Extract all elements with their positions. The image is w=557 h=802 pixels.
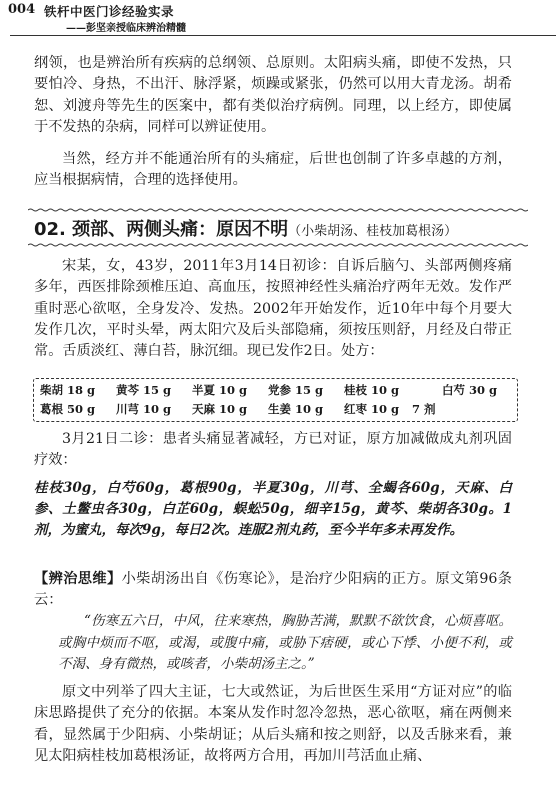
section-subtitle: （小柴胡汤、桂枝加葛根汤） [288, 224, 458, 239]
herb-item: 黄芩 15 g [116, 383, 172, 397]
herb-item: 白芍 30 g [442, 383, 498, 397]
section-title-text: 02. 颈部、两侧头痛：原因不明 [34, 219, 289, 240]
intro-paragraph-1: 纲领，也是辨治所有疾病的总纲领、总原则。太阳病头痛，即使不发热，只要怕冷、身热，不出汗、脉浮紧，烦躁或紧张，仍然可以用大青龙汤。胡希恕、刘渡舟等先生的医案中，都有类似治疗病例。同理，以上经方，即使属于不发热的杂病，同样可以辨证使用。 [34, 55, 512, 135]
section-heading [28, 208, 528, 244]
analysis-text: 小柴胡汤出自《伤寒论》，是治疗少阳病的正方。原文第96条云： [34, 571, 512, 609]
herb-item: 桂枝 10 g [344, 383, 400, 397]
herb-item: 党参 15 g [268, 383, 324, 397]
herb-item: 川芎 10 g [116, 402, 172, 416]
prescription-row-2 [40, 401, 512, 421]
pill-formula: 桂枝30g，白芍60g，葛根90g，半夏30g，川芎、全蝎各60g，天麻、白参、土鳖虫各30g，白芷60g，蜈蚣50g，细辛15g，黄芩、柴胡各30g。1剂，为蜜丸，每次9g，每日2次。连服2剂丸药，至今半年多未再发作。 [34, 480, 512, 539]
herb-item: 半夏 10 g [192, 383, 248, 397]
herb-item: 红枣 10 g [344, 402, 400, 416]
herb-item: 天麻 10 g [192, 402, 248, 416]
intro-paragraph-2: 当然，经方并不能通治所有的头痛症，后世也创制了许多卓越的方剂，应当根据病情，合理的选择使用。 [34, 151, 512, 189]
second-visit-paragraph: 3月21日二诊：患者头痛显著减轻，方已对证，原方加减做成丸剂巩固疗效： [34, 431, 512, 469]
classic-quote: “伤寒五六日，中风，往来寒热，胸胁苦满，默默不欲饮食，心烦喜呕。或胸中烦而不呕，或渴，或腹中痛，或胁下痞硬，或心下悸、小便不利，或不渴、身有微热，或咳者，小柴胡汤主之。” [58, 613, 512, 672]
herb-item: 柴胡 18 g [40, 383, 96, 397]
book-subtitle: ——彭坚亲授临床辨治精髓 [66, 23, 186, 34]
book-title: 铁杆中医门诊经验实录 [44, 4, 175, 19]
running-header [8, 2, 548, 36]
dose-count: 7 剂 [412, 402, 436, 416]
header-rule [10, 35, 556, 36]
page-number: 004 [8, 2, 36, 17]
prescription-row-1 [40, 382, 512, 402]
section-title [34, 215, 457, 241]
discussion-paragraph: 原文中列举了四大主证，七大或然证，为后世医生采用“方证对应”的临床思路提供了充分的依据。本案从发作时忽冷忽热，恶心欲呕，痛在两侧来看，显然属于少阳病、小柴胡证；从后头痛和按之则舒，以及舌脉来看，兼见太阳病桂枝加葛根汤证，故将两方合用，再加川芎活血止痛、 [34, 684, 512, 764]
wavy-rule-bottom [28, 243, 528, 247]
analysis-tag: 【辨治思维】 [34, 571, 122, 587]
herb-item: 生姜 10 g [268, 402, 324, 416]
herb-item: 葛根 50 g [40, 402, 96, 416]
case-description: 宋某，女，43岁，2011年3月14日初诊：自诉后脑勺、头部两侧疼痛多年，西医排除颈椎压迫、高血压，按照神经性头痛治疗两年无效。发作严重时恶心欲呕，全身发冷、发热。2002年开始发作，近10年中每个月要大发作几次，平时头晕，两太阳穴及后头部隐痛，须按压则舒，月经及白带正常。舌质淡红、薄白苔，脉沉细。现已发作2日。处方： [34, 258, 512, 360]
wavy-rule-top [28, 208, 528, 212]
prescription-box [33, 378, 518, 422]
analysis-paragraph [34, 569, 512, 612]
